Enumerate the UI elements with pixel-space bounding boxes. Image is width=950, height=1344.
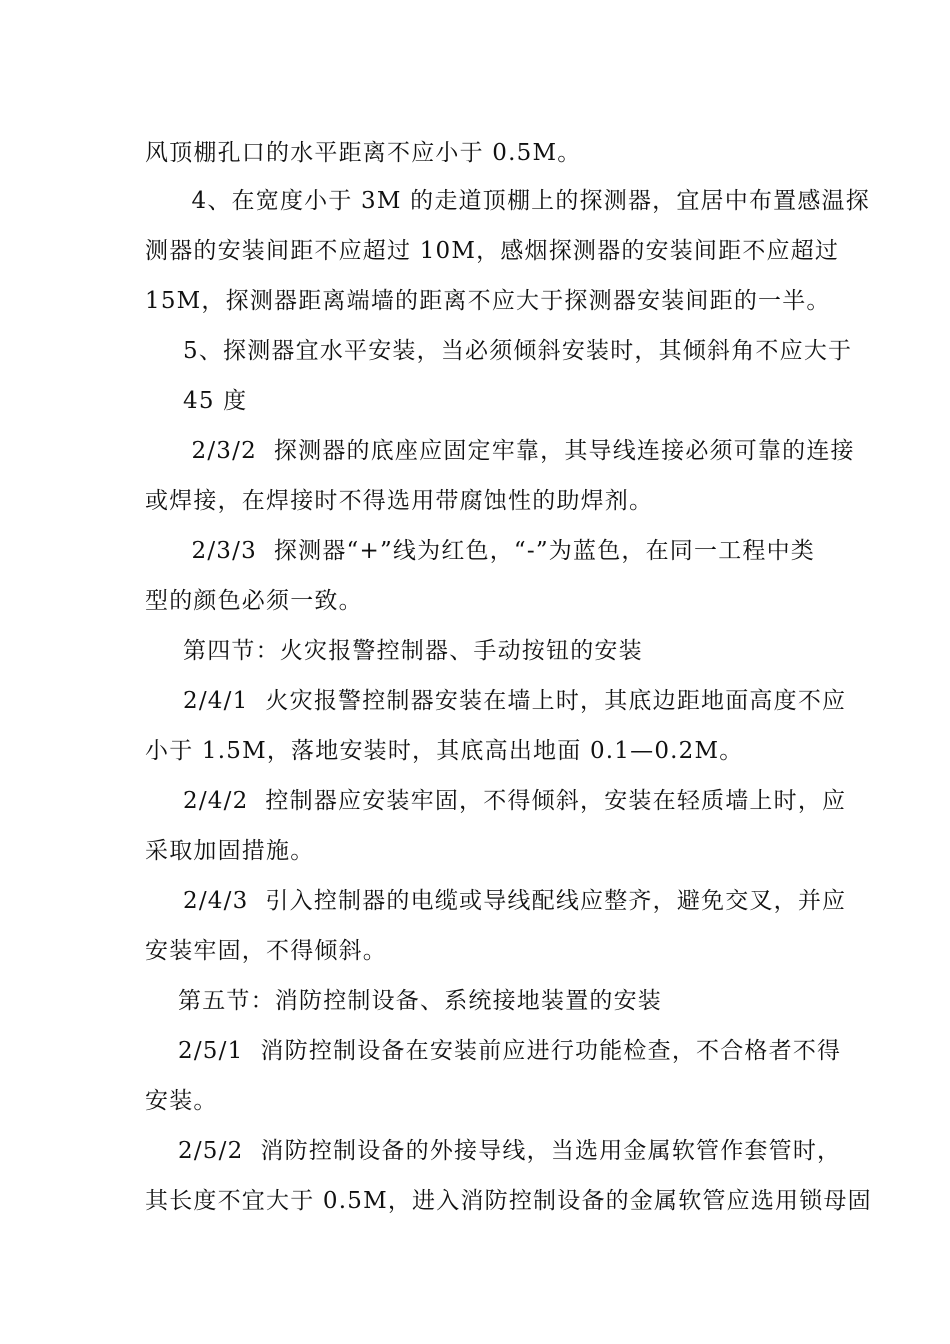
section-heading: 第五节：消防控制设备、系统接地装置的安装: [178, 988, 662, 1014]
text-line: 2/5/1 消防控制设备在安装前应进行功能检查，不合格者不得: [178, 1038, 842, 1064]
text-line: 4、在宽度小于 3M 的走道顶棚上的探测器，宜居中布置感温探: [183, 188, 870, 214]
text-line: 2/4/2 控制器应安装牢固，不得倾斜，安装在轻质墙上时，应: [183, 788, 847, 814]
text-line: 型的颜色必须一致。: [145, 588, 363, 614]
text-line: 风顶棚孔口的水平距离不应小于 0.5M。: [145, 140, 582, 166]
text-line: 5、探测器宜水平安装，当必须倾斜安装时，其倾斜角不应大于: [183, 338, 853, 364]
text-line: 2/4/3 引入控制器的电缆或导线配线应整齐，避免交叉，并应: [183, 888, 847, 914]
text-line: 2/3/3 探测器“+”线为红色，“-”为蓝色，在同一工程中类: [183, 538, 816, 564]
text-line: 其长度不宜大于 0.5M，进入消防控制设备的金属软管应选用锁母固: [145, 1188, 872, 1214]
text-line: 2/5/2 消防控制设备的外接导线，当选用金属软管作套管时，: [178, 1138, 842, 1164]
text-line: 测器的安装间距不应超过 10M，感烟探测器的安装间距不应超过: [145, 238, 840, 264]
text-line: 采取加固措施。: [145, 838, 315, 864]
text-line: 2/4/1 火灾报警控制器安装在墙上时，其底边距地面高度不应: [183, 688, 847, 714]
section-heading: 第四节：火灾报警控制器、手动按钮的安装: [183, 638, 643, 664]
text-line: 45 度: [183, 388, 248, 414]
text-line: 15M，探测器距离端墙的距离不应大于探测器安装间距的一半。: [145, 288, 831, 314]
text-line: 安装牢固，不得倾斜。: [145, 938, 387, 964]
text-line: 安装。: [145, 1088, 218, 1114]
text-line: 小于 1.5M，落地安装时，其底高出地面 0.1—0.2M。: [145, 738, 744, 764]
text-line: 或焊接，在焊接时不得选用带腐蚀性的助焊剂。: [145, 488, 654, 514]
text-line: 2/3/2 探测器的底座应固定牢靠，其导线连接必须可靠的连接: [183, 438, 855, 464]
